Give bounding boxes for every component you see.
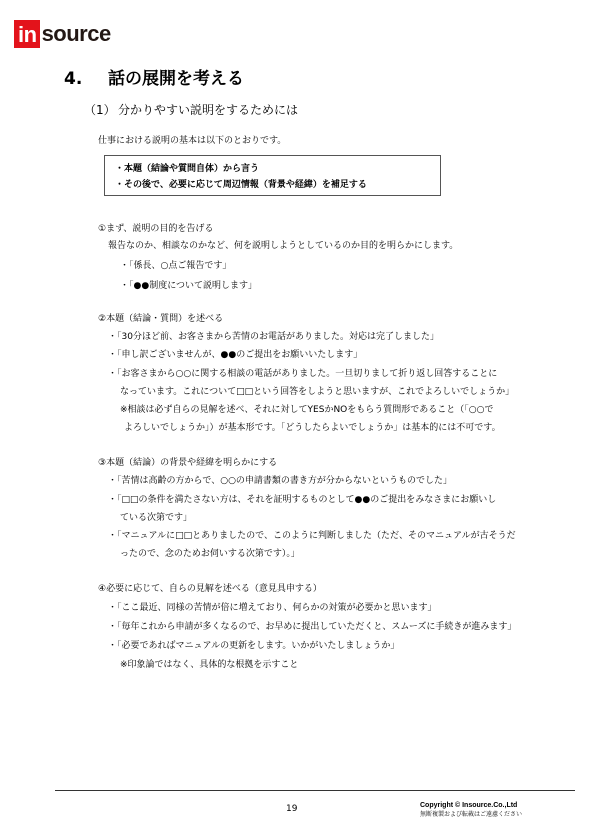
step-line: ・「苦情は高齢の方からで、○○の申請書類の書き方が分からないというものでした」 [108, 476, 452, 486]
copyright-notice: 無断複製および転載はご遠慮ください [420, 811, 523, 818]
subsection-title-text: 分かりやすい説明をするためには [118, 103, 299, 117]
step-line: ・「30分ほど前、お客さまから苦情のお電話がありました。対応は完了しました」 [108, 332, 439, 342]
note-line: ※相談は必ず自らの見解を述べ、それに対してYESかNOをもらう質問形であること（「○○で [120, 405, 494, 415]
step-heading: ③本題（結論）の背景や経緯を明らかにする [98, 458, 278, 468]
footer-divider [55, 790, 575, 791]
step-line: ・「ここ最近、同様の苦情が倍に増えており、何らかの対策が必要かと思います」 [108, 603, 437, 613]
step-heading: ①まず、説明の目的を告げる [98, 224, 214, 234]
example-line: ・「●●制度について説明します」 [120, 281, 258, 291]
note-line: よろしいでしょうか」）が基本形です。「どうしたらよいでしょうか」は基本的には不可です。 [124, 423, 501, 433]
step-heading: ②本題（結論・質問）を述べる [98, 314, 224, 324]
step-body: 報告なのか、相談なのかなど、何を説明しようとしているのか目的を明らかにします。 [108, 241, 459, 251]
step-heading: ④必要に応じて、自らの見解を述べる（意見具申する） [98, 584, 322, 594]
intro-text: 仕事における説明の基本は以下のとおりです。 [98, 136, 287, 146]
logo-highlight: in [14, 20, 40, 48]
step-line: なっています。これについて□□という回答をしようと思いますが、これでよろしいでしょうか」 [120, 387, 515, 397]
summary-line: ・その後で、必要に応じて周辺情報（背景や経緯）を補足する [115, 180, 367, 190]
step-line: ったので、念のためお伺いする次第です）。」 [120, 549, 300, 559]
section-title [64, 64, 244, 89]
step-line: ている次第です」 [120, 513, 193, 523]
step-line: ・「□□の条件を満たさない方は、それを証明するものとして●●のご提出をみなさまにお願いし [108, 495, 497, 505]
step-line: ・「マニュアルに□□とありましたので、このように判断しました（ただ、そのマニュアルが古そうだ [108, 531, 516, 541]
copyright: Copyright © Insource.Co.,Ltd [420, 802, 518, 809]
step-line: ・「毎年これから申請が多くなるので、お早めに提出していただくと、スムーズに手続きが進みます」 [108, 622, 517, 632]
step-line: ・「必要であればマニュアルの更新をします。いかがいたしましょうか」 [108, 641, 400, 651]
subsection-title [84, 101, 298, 118]
subsection-number: （1） [84, 103, 116, 117]
section-number: 4. [64, 69, 83, 89]
section-title-text: 話の展開を考える [108, 69, 244, 89]
summary-line: ・本題（結論や質問自体）から言う [115, 164, 260, 174]
example-line: ・「係長、○点ご報告です」 [120, 261, 232, 271]
step-line: ・「お客さまから○○に関する相談の電話がありました。一旦切りまして折り返し回答することに [108, 369, 498, 379]
note-line: ※印象論ではなく、具体的な根拠を示すこと [120, 660, 299, 670]
summary-box [104, 155, 441, 196]
page-number: 19 [286, 804, 298, 814]
logo-text: source [41, 21, 111, 46]
step-line: ・「申し訳ございませんが、●●のご提出をお願いいたします」 [108, 350, 363, 360]
insource-logo [14, 20, 111, 48]
